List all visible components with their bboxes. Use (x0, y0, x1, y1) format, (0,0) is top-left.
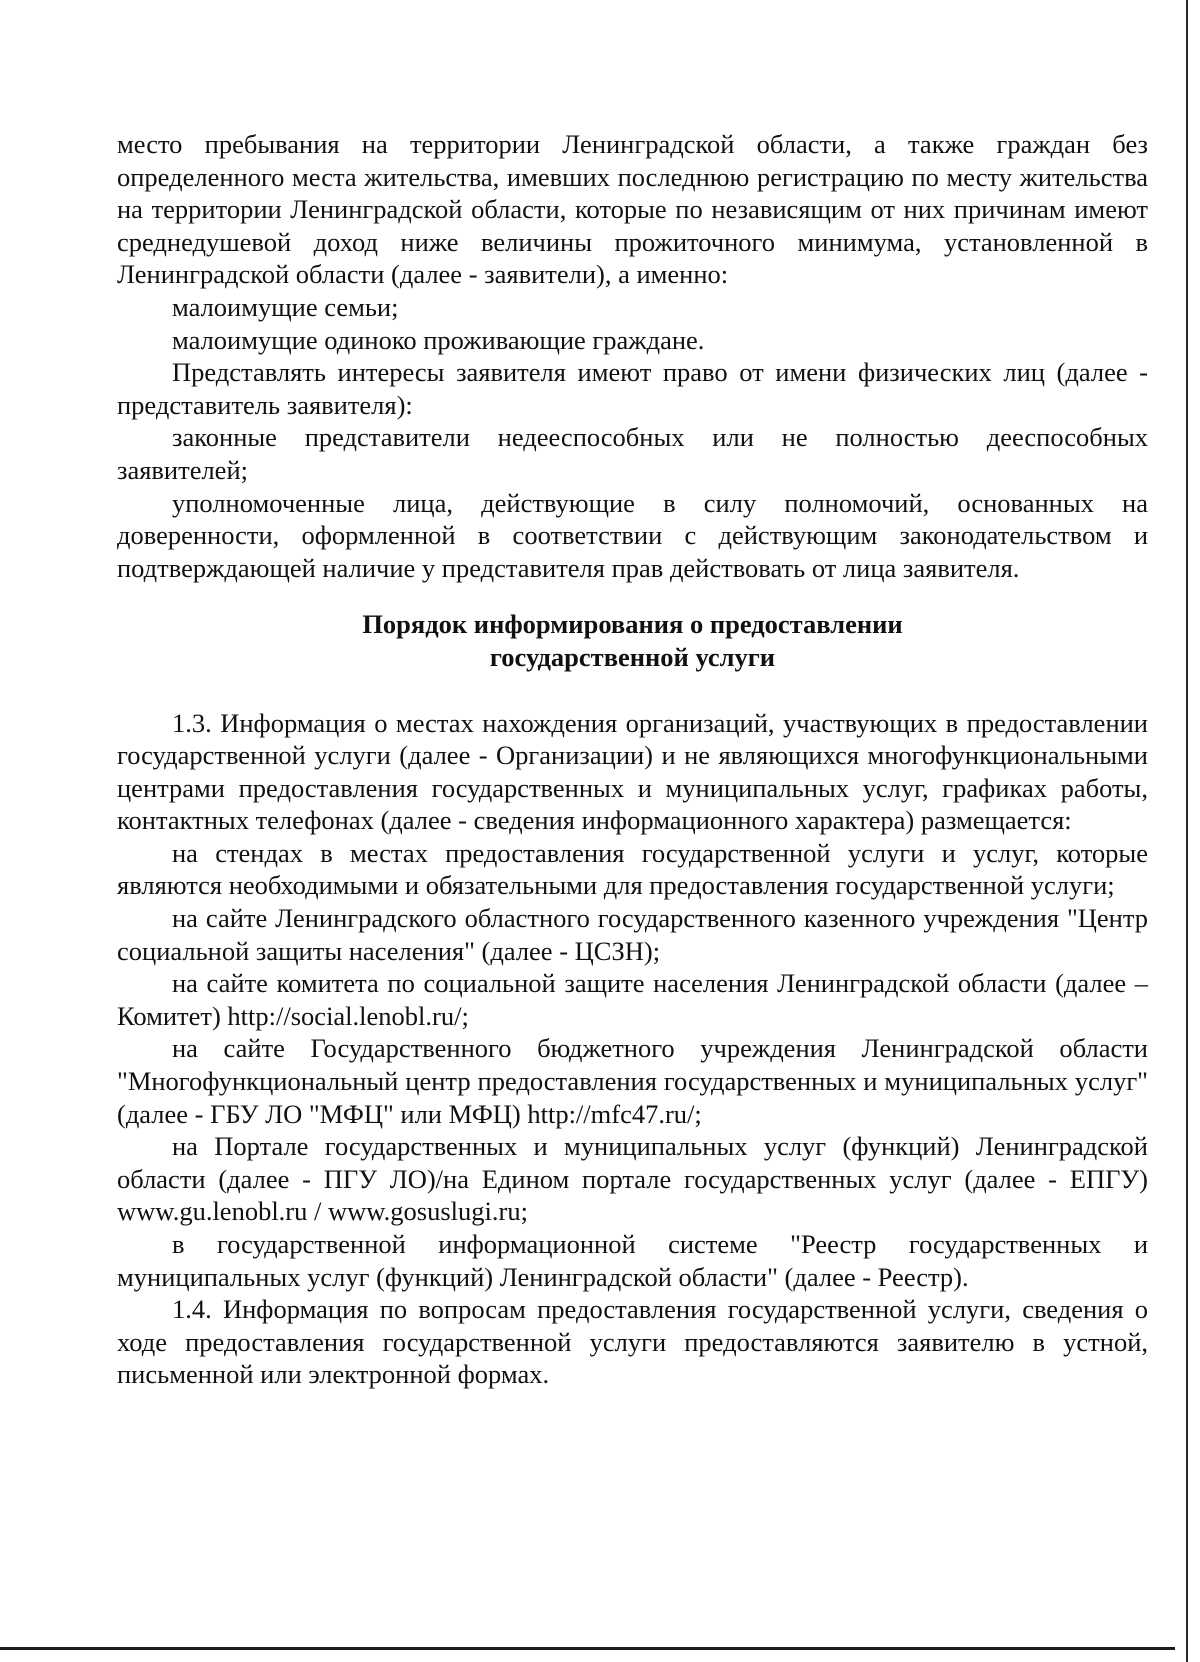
scan-edge-right (1186, 0, 1188, 1662)
paragraph-stands: на стендах в местах предоставления государственной услуги и услуг, которые являются необходимыми и обязательными для предоставления государственной услуги; (117, 837, 1148, 901)
paragraph-1-4: 1.4. Информация по вопросам предоставления государственной услуги, сведения о ходе предоставления государственной услуги предоставляются заявителю в устной, письменной или электронной формах. (117, 1294, 1148, 1390)
paragraph-authorized-persons: уполномоченные лица, действующие в силу полномочий, основанных на доверенности, оформленной в соответствии с действующим законодательством и подтверждающей наличие у представителя прав действовать от лица заявителя. (117, 487, 1148, 583)
section-heading-line-1: Порядок информирования о предоставлении (362, 609, 903, 640)
paragraph-mfc-site: на сайте Государственного бюджетного учреждения Ленинградской области "Многофункциональный центр предоставления государственных и муниципальных услуг" (далее - ГБУ ЛО "МФЦ" или МФЦ) http://mfc47.ru/; (117, 1033, 1148, 1129)
paragraph-legal-representatives: законные представители недееспособных или не полностью дееспособных заявителей; (117, 422, 1148, 485)
paragraph-representatives: Представлять интересы заявителя имеют право от имени физических лиц (далее - представитель заявителя): (117, 357, 1148, 420)
paragraph-low-income-single: малоимущие одиноко проживающие граждане. (172, 324, 705, 355)
section-heading (117, 608, 1148, 673)
paragraph-committee-site: на сайте комитета по социальной защите населения Ленинградской области (далее – Комитет) http://social.lenobl.ru/; (117, 968, 1148, 1031)
document-body (117, 128, 1148, 1391)
paragraph-portal: на Портале государственных и муниципальных услуг (функций) Ленинградской области (далее - ПГУ ЛО)/на Едином портале государственных услуг (далее - ЕПГУ) www.gu.lenobl.ru / www.gosuslugi.ru; (117, 1131, 1148, 1227)
paragraph-low-income-families: малоимущие семьи; (172, 291, 399, 322)
paragraph-applicants-continued: место пребывания на территории Ленинградской области, а также граждан без определенного места жительства, имевших последнюю регистрацию по месту жительства на территории Ленинградской области, которые по независящим от них причинам имеют среднедушевой доход ниже величины прожиточного минимума, установленной в Ленинградской области (далее - заявители), а именно: (117, 129, 1148, 290)
paragraph-1-3: 1.3. Информация о местах нахождения организаций, участвующих в предоставлении государственной услуги (далее - Организации) и не являющихся многофункциональными центрами предоставления государственных и муниципальных услуг, графиках работы, контактных телефонах (далее - сведения информационного характера) размещается: (117, 707, 1148, 836)
paragraph-registry: в государственной информационной системе "Реестр государственных и муниципальных услуг (функций) Ленинградской области" (далее - Реестр). (117, 1229, 1148, 1292)
paragraph-cszn-site: на сайте Ленинградского областного государственного казенного учреждения "Центр социальной защиты населения" (далее - ЦСЗН); (117, 903, 1148, 966)
section-heading-line-2: государственной услуги (489, 641, 776, 672)
scan-edge-bottom (0, 1647, 1175, 1650)
